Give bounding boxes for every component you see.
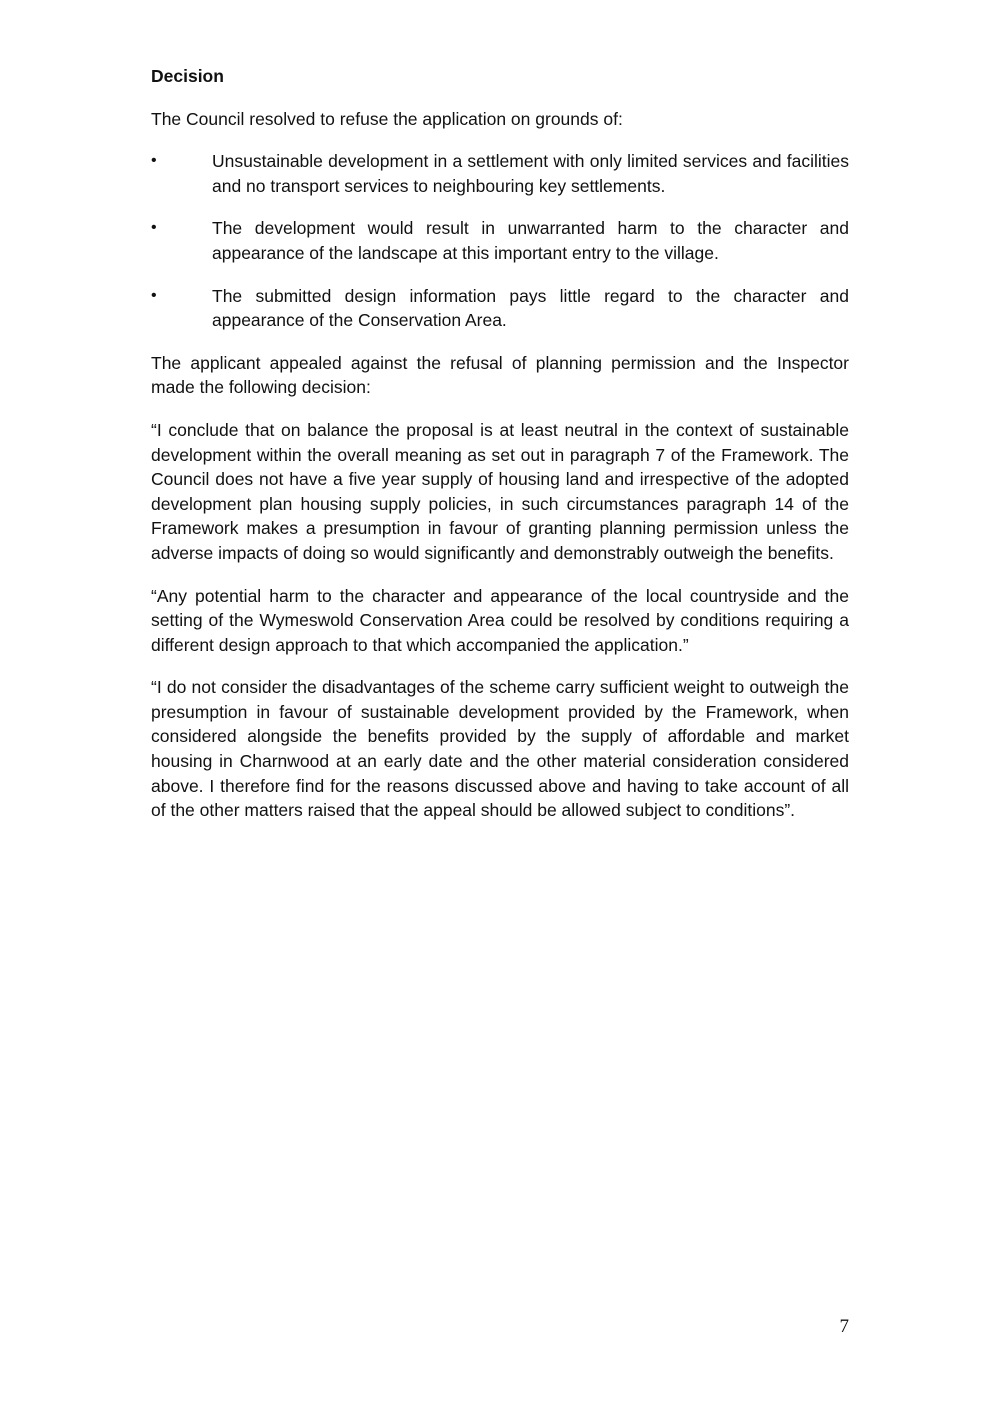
list-item-text: The development would result in unwarranted harm to the character and appearance of the landscape at this important entry to the village. [212,218,849,263]
document-body [151,64,849,841]
intro-paragraph: The Council resolved to refuse the application on grounds of: [151,108,623,129]
inspector-quote-paragraph: “I conclude that on balance the proposal is at least neutral in the context of sustainable development within the overall meaning as set out in paragraph 7 of the Framework. The Council does not have a five year supply of housing land and irrespective of the adopted development plan housing supply policies, in such circumstances paragraph 14 of the Framework makes a presumption in favour of granting planning permission unless the adverse impacts of doing so would significantly and demonstrably outweigh the benefits. [151,419,849,563]
list-item-text: Unsustainable development in a settlement with only limited services and facilities and no transport services to neighbouring key settlements. [212,151,849,196]
refusal-grounds-list [151,149,849,333]
inspector-quote-paragraph: “I do not consider the disadvantages of the scheme carry sufficient weight to outweigh the presumption in favour of sustainable development provided by the Framework, when considered alongside the benefits provided by the supply of affordable and market housing in Charnwood at an early date and the other material consideration considered above. I therefore find for the reasons discussed above and having to take account of all of the other matters raised that the appeal should be allowed subject to conditions”. [151,677,849,821]
bullet-icon: • [151,219,157,237]
list-item-text: The submitted design information pays little regard to the character and appearance of the Conservation Area. [212,285,849,331]
bullet-icon: • [151,152,157,170]
inspector-quote-paragraph: “Any potential harm to the character and appearance of the local countryside and the setting of the Wymeswold Conservation Area could be resolved by conditions requiring a different design approach to that which accompanied the application.” [151,585,849,655]
bullet-icon: • [151,286,157,304]
list-item [151,284,849,333]
list-item [151,216,849,265]
list-item [151,149,849,198]
appeal-paragraph: The applicant appealed against the refusal of planning permission and the Inspector made the following decision: [151,352,849,398]
section-heading: Decision [151,66,224,86]
page-number: 7 [839,1316,849,1337]
